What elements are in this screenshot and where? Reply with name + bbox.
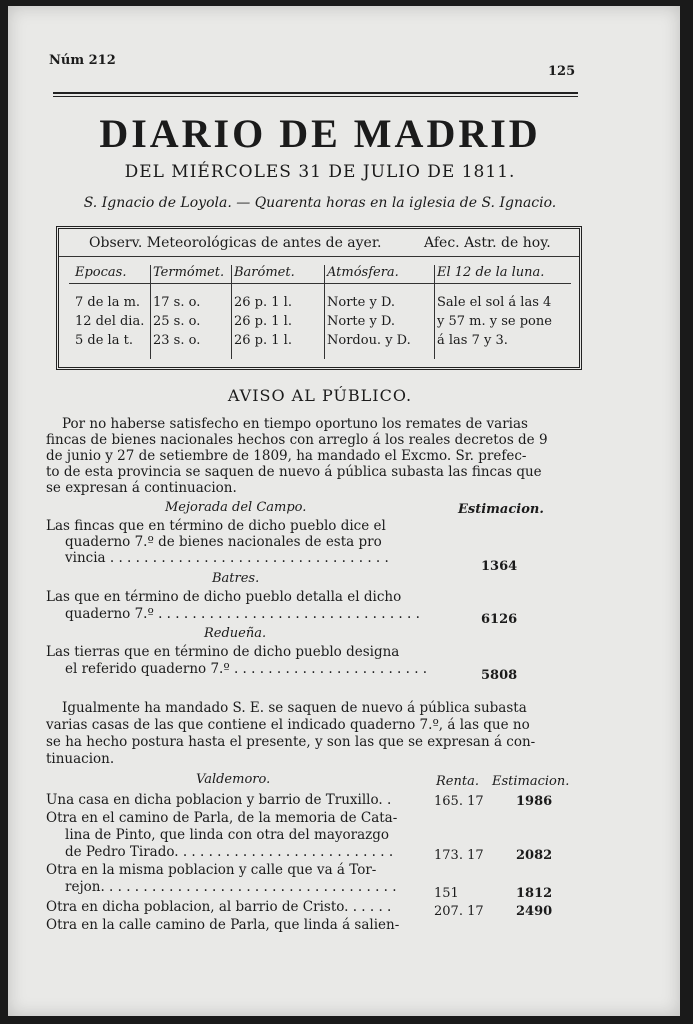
cell-termometro: 17 s. o. xyxy=(153,295,201,310)
category-heading: Redueña. xyxy=(204,626,267,641)
item-line: quaderno 7.º . . . . . . . . . . . . . . . . . . . . . . . . . . . . . . . xyxy=(65,606,420,622)
item-line: Las tierras que en término de dicho pueblo designa xyxy=(46,644,400,660)
para-line: tinuacion. xyxy=(46,751,115,767)
amount: 6126 xyxy=(481,612,518,627)
cell-termometro: 25 s. o. xyxy=(153,314,201,329)
estimation-label: Estimacion. xyxy=(492,774,570,789)
weather-column-headers xyxy=(69,265,571,284)
intro-line: fincas de bienes nacionales hechos con arreglo á los reales decretos de 9 xyxy=(46,432,548,448)
issue-number: Núm 212 xyxy=(49,53,116,68)
house-line: Otra en la misma poblacion y calle que va á Tor- xyxy=(46,862,377,878)
notice-heading: AVISO AL PÚBLICO. xyxy=(227,386,413,405)
cell-atmosfera: Norte y D. xyxy=(327,295,396,310)
cell-barometro: 26 p. 1 l. xyxy=(234,295,292,310)
house-line: Otra en el camino de Parla, de la memoria de Cata- xyxy=(46,810,398,826)
cell-atmosfera: Nordou. y D. xyxy=(327,333,411,348)
intro-line: to de esta provincia se saquen de nuevo á pública subasta las fincas que xyxy=(46,464,542,480)
weather-table-header xyxy=(59,229,579,257)
rent-value: 165. 17 xyxy=(434,794,484,809)
cell-atmosfera: Norte y D. xyxy=(327,314,396,329)
item-line: el referido quaderno 7.º . . . . . . . . . . . . . . . . . . . . . . . xyxy=(65,661,428,677)
intro-line: de junio y 27 de setiembre de 1809, ha mandado el Excmo. Sr. prefec- xyxy=(46,448,527,464)
rent-value: 151 xyxy=(434,886,459,901)
rent-label: Renta. xyxy=(436,774,479,789)
col-epocas: Epocas. xyxy=(75,265,127,280)
estimation-value: 1986 xyxy=(516,794,553,809)
para-line: Igualmente ha mandado S. E. se saquen de nuevo á pública subasta xyxy=(62,700,527,716)
col-atmosfera: Atmósfera. xyxy=(327,265,399,280)
saint-of-day: S. Ignacio de Loyola. — Quarenta horas en la iglesia de S. Ignacio. xyxy=(83,195,557,211)
cell-luna: Sale el sol á las 4 xyxy=(437,295,552,310)
item-line: Las que en término de dicho pueblo detalla el dicho xyxy=(46,589,402,605)
house-line: Otra en dicha poblacion, al barrio de Cristo. . . . . . xyxy=(46,899,392,915)
estimation-value: 2490 xyxy=(516,904,553,919)
estimation-label: Estimacion. xyxy=(458,502,544,517)
cell-termometro: 23 s. o. xyxy=(153,333,201,348)
cell-barometro: 26 p. 1 l. xyxy=(234,333,292,348)
category-heading: Mejorada del Campo. xyxy=(165,500,307,515)
cell-epoca: 5 de la t. xyxy=(75,333,133,348)
house-line: lina de Pinto, que linda con otra del mayorazgo xyxy=(65,827,389,843)
cell-luna: y 57 m. y se pone xyxy=(437,314,552,329)
item-line: quaderno 7.º de bienes nacionales de esta pro xyxy=(65,534,382,550)
rent-value: 207. 17 xyxy=(434,904,484,919)
category-heading: Batres. xyxy=(212,571,260,586)
house-line: Otra en la calle camino de Parla, que linda á salien- xyxy=(46,917,400,933)
intro-line: se expresan á continuacion. xyxy=(46,480,237,496)
item-line: vincia . . . . . . . . . . . . . . . . . . . . . . . . . . . . . . . . . xyxy=(65,550,389,566)
intro-line: Por no haberse satisfecho en tiempo oportuno los remates de varias xyxy=(62,416,528,432)
house-line: Una casa en dicha poblacion y barrio de Truxillo. . xyxy=(46,792,392,808)
item-line: Las fincas que en término de dicho pueblo dice el xyxy=(46,518,386,534)
estimation-value: 1812 xyxy=(516,886,553,901)
category-heading: Valdemoro. xyxy=(196,772,271,787)
cell-barometro: 26 p. 1 l. xyxy=(234,314,292,329)
rent-value: 173. 17 xyxy=(434,848,484,863)
newspaper-title: DIARIO DE MADRID xyxy=(99,111,541,156)
amount: 5808 xyxy=(481,668,518,683)
estimation-value: 2082 xyxy=(516,848,553,863)
cell-epoca: 7 de la m. xyxy=(75,295,141,310)
page-number: 125 xyxy=(548,64,576,79)
weather-table xyxy=(56,226,582,370)
para-line: se ha hecho postura hasta el presente, y son las que se expresan á con- xyxy=(46,734,536,750)
date-line: DEL MIÉRCOLES 31 DE JULIO DE 1811. xyxy=(124,162,516,182)
col-luna: El 12 de la luna. xyxy=(437,265,545,280)
header-rule xyxy=(53,92,578,94)
house-line: rejon. . . . . . . . . . . . . . . . . . . . . . . . . . . . . . . . . . . xyxy=(65,879,397,895)
newspaper-page xyxy=(8,6,680,1016)
cell-epoca: 12 del dia. xyxy=(75,314,145,329)
cell-luna: á las 7 y 3. xyxy=(437,333,508,348)
house-line: de Pedro Tirado. . . . . . . . . . . . . . . . . . . . . . . . . . xyxy=(65,844,394,860)
col-barometro: Barómet. xyxy=(234,265,295,280)
header-rule-thin xyxy=(53,96,578,97)
amount: 1364 xyxy=(481,559,518,574)
astro-title: Afec. Astr. de hoy. xyxy=(424,235,551,251)
observations-title: Observ. Meteorológicas de antes de ayer. xyxy=(89,235,382,251)
para-line: varias casas de las que contiene el indicado quaderno 7.º, á las que no xyxy=(46,717,530,733)
col-termometro: Termómet. xyxy=(153,265,225,280)
